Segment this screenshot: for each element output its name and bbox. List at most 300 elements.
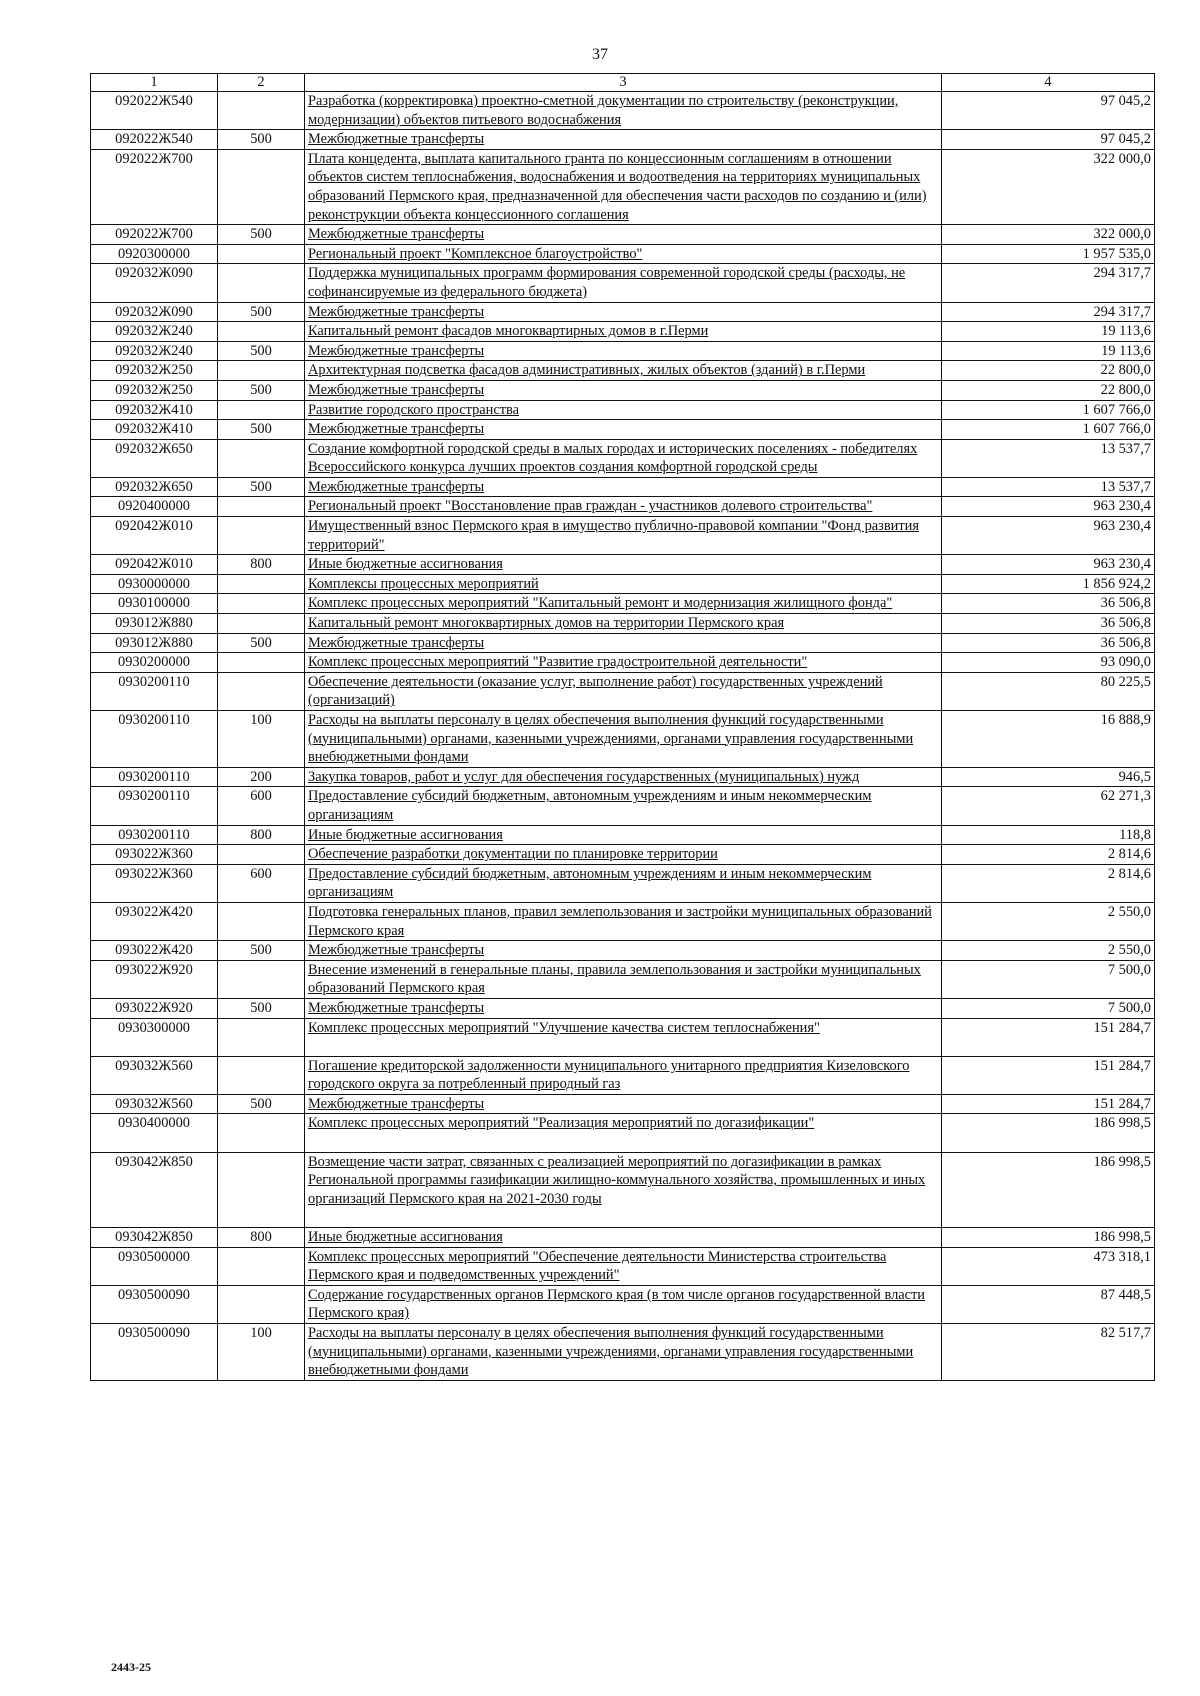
- row-description: Подготовка генеральных планов, правил землепользования и застройки муниципальных образований Пермского края: [308, 903, 932, 939]
- row-code-cell: [91, 420, 218, 440]
- row-amount-cell: [942, 941, 1155, 961]
- row-description-cell: [305, 477, 942, 497]
- row-description: Разработка (корректировка) проектно-сметной документации по строительству (реконструкции, модернизации) объектов питьевого водоснабжения: [308, 93, 899, 128]
- row-description-cell: [305, 845, 942, 865]
- row-expense-type: 200: [250, 768, 272, 785]
- row-description: Комплекс процессных мероприятий "Реализация мероприятий по догазификации": [308, 1115, 815, 1132]
- row-amount-cell: [942, 767, 1155, 787]
- row-amount-cell: [942, 517, 1155, 555]
- row-code: 093022Ж360: [115, 865, 193, 882]
- row-amount-cell: [942, 1285, 1155, 1323]
- row-amount: 16 888,9: [1100, 712, 1151, 728]
- table-row: [91, 1094, 1155, 1114]
- row-amount-cell: [942, 1152, 1155, 1227]
- row-amount: 36 506,8: [1100, 615, 1151, 632]
- row-expense-type-cell: [218, 633, 305, 653]
- row-description-cell: [305, 1094, 942, 1114]
- row-expense-type-cell: [218, 439, 305, 477]
- row-amount: 963 230,4: [1093, 518, 1151, 535]
- row-amount: 36 506,8: [1100, 634, 1151, 651]
- row-expense-type: 500: [250, 131, 272, 148]
- table-header-row: [91, 74, 1155, 92]
- row-code: 092032Ж090: [115, 265, 193, 282]
- row-code-cell: [91, 517, 218, 555]
- row-code: 093032Ж560: [115, 1057, 193, 1074]
- table-row: [91, 361, 1155, 381]
- row-description: Межбюджетные трансферты: [308, 131, 485, 148]
- row-amount-cell: [942, 845, 1155, 865]
- row-expense-type-cell: [218, 130, 305, 150]
- row-code-cell: [91, 711, 218, 768]
- row-description-cell: [305, 244, 942, 264]
- row-amount-cell: [942, 825, 1155, 845]
- row-expense-type-cell: [218, 1114, 305, 1152]
- row-description: Предоставление субсидий бюджетным, автономным учреждениям и иным некоммерческим организациям: [308, 788, 872, 823]
- row-expense-type-cell: [218, 1018, 305, 1056]
- row-amount: 13 537,7: [1100, 478, 1151, 495]
- row-amount-cell: [942, 1056, 1155, 1094]
- row-code: 093032Ж560: [115, 1095, 193, 1112]
- row-description: Региональный проект "Комплексное благоустройство": [308, 245, 643, 262]
- row-expense-type-cell: [218, 653, 305, 673]
- row-amount-cell: [942, 864, 1155, 902]
- row-code: 092032Ж250: [115, 362, 193, 379]
- row-expense-type-cell: [218, 341, 305, 361]
- row-description-cell: [305, 92, 942, 130]
- row-code-cell: [91, 244, 218, 264]
- row-description: Межбюджетные трансферты: [308, 226, 485, 243]
- table-row: [91, 1228, 1155, 1248]
- row-description-cell: [305, 1247, 942, 1285]
- row-amount: 151 284,7: [1093, 1019, 1151, 1036]
- row-code: 0930500090: [118, 1286, 190, 1303]
- row-description-cell: [305, 1114, 942, 1152]
- row-code-cell: [91, 998, 218, 1018]
- row-code-cell: [91, 92, 218, 130]
- row-amount: 7 500,0: [1107, 999, 1151, 1016]
- row-description: Закупка товаров, работ и услуг для обеспечения государственных (муниципальных) нужд: [308, 768, 860, 785]
- table-body: [91, 92, 1155, 1381]
- row-description-cell: [305, 614, 942, 634]
- row-expense-type: 500: [250, 381, 272, 398]
- row-expense-type-cell: [218, 787, 305, 825]
- row-expense-type-cell: [218, 1324, 305, 1381]
- table-row: [91, 653, 1155, 673]
- row-amount: 2 814,6: [1107, 846, 1151, 863]
- table-row: [91, 1152, 1155, 1227]
- row-expense-type-cell: [218, 92, 305, 130]
- row-description-cell: [305, 1152, 942, 1227]
- row-description: Внесение изменений в генеральные планы, правила землепользования и застройки муниципальных образований Пермского края: [308, 961, 921, 997]
- row-expense-type-cell: [218, 477, 305, 497]
- row-expense-type-cell: [218, 902, 305, 940]
- row-code: 093022Ж420: [115, 942, 193, 959]
- row-amount: 62 271,3: [1100, 788, 1151, 805]
- row-description: Межбюджетные трансферты: [308, 634, 485, 651]
- row-code: 093012Ж880: [115, 615, 193, 632]
- row-expense-type: 100: [250, 1325, 272, 1341]
- row-code-cell: [91, 130, 218, 150]
- row-code-cell: [91, 633, 218, 653]
- row-code-cell: [91, 380, 218, 400]
- row-amount: 473 318,1: [1093, 1248, 1151, 1265]
- row-expense-type-cell: [218, 1285, 305, 1323]
- row-expense-type-cell: [218, 361, 305, 381]
- row-expense-type-cell: [218, 960, 305, 998]
- row-amount: 22 800,0: [1100, 381, 1151, 398]
- row-amount-cell: [942, 420, 1155, 440]
- row-code-cell: [91, 787, 218, 825]
- table-row: [91, 574, 1155, 594]
- row-amount: 2 550,0: [1107, 903, 1151, 920]
- row-expense-type-cell: [218, 380, 305, 400]
- row-expense-type-cell: [218, 711, 305, 768]
- table-row: [91, 711, 1155, 768]
- row-expense-type: 600: [250, 788, 272, 805]
- row-code: 093012Ж880: [115, 634, 193, 651]
- row-description: Региональный проект "Восстановление прав граждан - участников долевого строительства": [308, 498, 873, 515]
- row-amount: 322 000,0: [1093, 150, 1151, 167]
- row-description-cell: [305, 825, 942, 845]
- row-description: Иные бюджетные ассигнования: [308, 556, 503, 573]
- row-description-cell: [305, 517, 942, 555]
- row-expense-type-cell: [218, 998, 305, 1018]
- row-code: 0930200110: [118, 712, 190, 728]
- row-description: Межбюджетные трансферты: [308, 1095, 485, 1112]
- row-amount-cell: [942, 594, 1155, 614]
- row-code-cell: [91, 825, 218, 845]
- row-amount-cell: [942, 92, 1155, 130]
- row-code: 092032Ж410: [115, 401, 193, 418]
- table-row: [91, 477, 1155, 497]
- row-description: Межбюджетные трансферты: [308, 303, 485, 320]
- row-description-cell: [305, 361, 942, 381]
- row-code: 093022Ж920: [115, 999, 193, 1016]
- row-description: Расходы на выплаты персоналу в целях обеспечения выполнения функций государственными (муниципальными) органами, казенными учреждениями, органами управления государственными внебюджетными фондами: [308, 712, 914, 766]
- row-code-cell: [91, 361, 218, 381]
- row-description-cell: [305, 1018, 942, 1056]
- row-expense-type-cell: [218, 864, 305, 902]
- row-amount: 294 317,7: [1093, 303, 1151, 320]
- row-description: Содержание государственных органов Пермского края (в том числе органов государственной власти Пермского края): [308, 1286, 926, 1322]
- row-code-cell: [91, 941, 218, 961]
- row-code: 0930200110: [118, 788, 190, 805]
- row-description: Иные бюджетные ассигнования: [308, 826, 503, 843]
- row-amount: 82 517,7: [1100, 1325, 1151, 1341]
- table-row: [91, 633, 1155, 653]
- row-expense-type-cell: [218, 497, 305, 517]
- row-amount: 294 317,7: [1093, 265, 1151, 282]
- row-description: Капитальный ремонт фасадов многоквартирных домов в г.Перми: [308, 323, 709, 340]
- row-amount: 946,5: [1118, 768, 1151, 785]
- row-amount-cell: [942, 574, 1155, 594]
- row-amount: 87 448,5: [1100, 1286, 1151, 1303]
- row-code-cell: [91, 497, 218, 517]
- document-code: 2443-25: [111, 1660, 151, 1674]
- row-code: 0920300000: [118, 245, 190, 262]
- row-code-cell: [91, 614, 218, 634]
- row-amount-cell: [942, 1018, 1155, 1056]
- row-expense-type-cell: [218, 420, 305, 440]
- row-expense-type-cell: [218, 1094, 305, 1114]
- row-expense-type-cell: [218, 1247, 305, 1285]
- table-row: [91, 787, 1155, 825]
- table-row: [91, 555, 1155, 575]
- table-row: [91, 672, 1155, 710]
- table-row: [91, 1018, 1155, 1056]
- row-code: 093022Ж420: [115, 903, 193, 920]
- row-description-cell: [305, 672, 942, 710]
- row-amount: 1 607 766,0: [1082, 401, 1151, 418]
- row-amount-cell: [942, 149, 1155, 224]
- row-amount: 1 607 766,0: [1082, 421, 1151, 438]
- row-code-cell: [91, 322, 218, 342]
- row-amount: 151 284,7: [1093, 1057, 1151, 1074]
- row-amount-cell: [942, 711, 1155, 768]
- row-expense-type-cell: [218, 302, 305, 322]
- row-code-cell: [91, 594, 218, 614]
- table-row: [91, 517, 1155, 555]
- row-amount: 2 550,0: [1107, 942, 1151, 959]
- table-row: [91, 264, 1155, 302]
- row-amount: 118,8: [1119, 826, 1151, 843]
- row-code: 093042Ж850: [115, 1153, 193, 1170]
- row-expense-type-cell: [218, 1228, 305, 1248]
- table-row: [91, 1114, 1155, 1152]
- row-code: 0930000000: [118, 575, 190, 592]
- row-expense-type: 800: [250, 1229, 272, 1246]
- row-amount: 97 045,2: [1100, 131, 1151, 148]
- row-description-cell: [305, 711, 942, 768]
- row-description: Межбюджетные трансферты: [308, 421, 485, 438]
- row-description: Межбюджетные трансферты: [308, 342, 485, 359]
- row-description-cell: [305, 225, 942, 245]
- row-code: 0930100000: [118, 595, 190, 612]
- row-description-cell: [305, 594, 942, 614]
- table-row: [91, 864, 1155, 902]
- row-description: Возмещение части затрат, связанных с реализацией мероприятий по догазификации в рамках Региональной программы газификации жилищно-коммунального хозяйства, промышленных и иных организаций Пермского края на 2021-2030 годы: [308, 1153, 926, 1207]
- row-amount: 186 998,5: [1093, 1115, 1151, 1132]
- row-description: Обеспечение деятельности (оказание услуг, выполнение работ) государственных учреждений (организаций): [308, 673, 883, 709]
- row-amount-cell: [942, 1094, 1155, 1114]
- row-expense-type: 500: [250, 226, 272, 243]
- row-expense-type-cell: [218, 1056, 305, 1094]
- row-amount-cell: [942, 1324, 1155, 1381]
- table-row: [91, 960, 1155, 998]
- row-expense-type-cell: [218, 1152, 305, 1227]
- row-amount: 80 225,5: [1100, 673, 1151, 690]
- row-description: Межбюджетные трансферты: [308, 942, 485, 959]
- row-code-cell: [91, 767, 218, 787]
- row-expense-type-cell: [218, 845, 305, 865]
- table-row: [91, 439, 1155, 477]
- row-code: 0930500090: [118, 1325, 190, 1341]
- row-expense-type-cell: [218, 614, 305, 634]
- row-description-cell: [305, 497, 942, 517]
- row-amount-cell: [942, 477, 1155, 497]
- row-description-cell: [305, 380, 942, 400]
- row-description: Межбюджетные трансферты: [308, 478, 485, 495]
- row-amount-cell: [942, 322, 1155, 342]
- row-amount-cell: [942, 555, 1155, 575]
- table-row: [91, 225, 1155, 245]
- row-description-cell: [305, 864, 942, 902]
- row-amount: 963 230,4: [1093, 556, 1151, 573]
- row-amount: 19 113,6: [1101, 342, 1151, 359]
- row-description-cell: [305, 1285, 942, 1323]
- row-code: 092032Ж240: [115, 323, 193, 340]
- table-row: [91, 420, 1155, 440]
- row-code-cell: [91, 1285, 218, 1323]
- row-code: 093042Ж850: [115, 1229, 193, 1246]
- row-code: 092022Ж540: [115, 93, 193, 109]
- row-expense-type: 500: [250, 634, 272, 651]
- row-description: Комплексы процессных мероприятий: [308, 575, 539, 592]
- row-expense-type-cell: [218, 574, 305, 594]
- table-row: [91, 1247, 1155, 1285]
- row-amount: 93 090,0: [1100, 654, 1151, 671]
- row-code: 092032Ж250: [115, 381, 193, 398]
- row-code: 092022Ж700: [115, 226, 193, 243]
- row-description-cell: [305, 787, 942, 825]
- table-row: [91, 998, 1155, 1018]
- row-code-cell: [91, 439, 218, 477]
- row-amount: 19 113,6: [1101, 323, 1151, 340]
- row-code-cell: [91, 574, 218, 594]
- table-row: [91, 130, 1155, 150]
- row-description: Капитальный ремонт многоквартирных домов на территории Пермского края: [308, 615, 785, 632]
- row-description-cell: [305, 555, 942, 575]
- row-amount-cell: [942, 361, 1155, 381]
- row-expense-type-cell: [218, 149, 305, 224]
- row-description-cell: [305, 130, 942, 150]
- row-description: Поддержка муниципальных программ формирования современной городской среды (расходы, не софинансируемые из федерального бюджета): [308, 265, 906, 300]
- row-description-cell: [305, 149, 942, 224]
- row-expense-type-cell: [218, 225, 305, 245]
- row-code: 0930200000: [118, 654, 190, 671]
- table-row: [91, 1285, 1155, 1323]
- row-amount: 22 800,0: [1100, 362, 1151, 379]
- row-expense-type-cell: [218, 825, 305, 845]
- row-code: 0930400000: [118, 1115, 190, 1132]
- row-code: 0930200110: [118, 768, 190, 785]
- row-description: Плата концедента, выплата капитального гранта по концессионным соглашениям в отношении объектов систем теплоснабжения, водоснабжения и водоотведения на территориях муниципальных образований Пермского края, предназначенной для обеспечения части расходов по созданию и (или) реконструкции объекта концессионного соглашения: [308, 150, 927, 223]
- row-description: Обеспечение разработки документации по планировке территории: [308, 846, 718, 863]
- row-amount-cell: [942, 960, 1155, 998]
- row-code-cell: [91, 1152, 218, 1227]
- row-description: Иные бюджетные ассигнования: [308, 1229, 503, 1246]
- row-code-cell: [91, 672, 218, 710]
- row-description-cell: [305, 998, 942, 1018]
- row-amount: 1 856 924,2: [1082, 575, 1151, 592]
- table-row: [91, 92, 1155, 130]
- row-amount-cell: [942, 672, 1155, 710]
- table-row: [91, 302, 1155, 322]
- row-amount-cell: [942, 787, 1155, 825]
- row-amount-cell: [942, 380, 1155, 400]
- row-amount-cell: [942, 1114, 1155, 1152]
- row-expense-type: 500: [250, 303, 272, 320]
- row-code: 092042Ж010: [115, 556, 193, 573]
- row-amount: 1 957 535,0: [1082, 245, 1151, 262]
- row-description: Межбюджетные трансферты: [308, 999, 485, 1016]
- row-expense-type: 500: [250, 421, 272, 438]
- row-code-cell: [91, 400, 218, 420]
- row-amount-cell: [942, 264, 1155, 302]
- budget-table: [90, 73, 1155, 1381]
- row-amount: 322 000,0: [1093, 226, 1151, 243]
- row-code-cell: [91, 1247, 218, 1285]
- row-expense-type: 500: [250, 999, 272, 1016]
- row-description: Погашение кредиторской задолженности муниципального унитарного предприятия Кизеловского городского округа за потребленный природный газ: [308, 1057, 910, 1093]
- row-code: 092032Ж410: [115, 421, 193, 438]
- row-code: 093022Ж920: [115, 961, 193, 978]
- row-code-cell: [91, 341, 218, 361]
- row-amount-cell: [942, 998, 1155, 1018]
- row-expense-type-cell: [218, 594, 305, 614]
- row-expense-type-cell: [218, 244, 305, 264]
- row-description-cell: [305, 653, 942, 673]
- row-code-cell: [91, 1056, 218, 1094]
- row-expense-type: 600: [250, 865, 272, 882]
- row-description: Межбюджетные трансферты: [308, 381, 485, 398]
- row-amount-cell: [942, 653, 1155, 673]
- row-code: 092022Ж700: [115, 150, 193, 167]
- row-code: 092032Ж090: [115, 303, 193, 320]
- row-amount-cell: [942, 244, 1155, 264]
- row-expense-type-cell: [218, 672, 305, 710]
- row-code-cell: [91, 1018, 218, 1056]
- row-expense-type-cell: [218, 400, 305, 420]
- row-expense-type: 500: [250, 478, 272, 495]
- table-row: [91, 902, 1155, 940]
- row-amount-cell: [942, 633, 1155, 653]
- row-description-cell: [305, 302, 942, 322]
- row-amount: 7 500,0: [1107, 961, 1151, 978]
- row-amount: 963 230,4: [1093, 498, 1151, 515]
- row-description: Развитие городского пространства: [308, 401, 520, 418]
- row-amount: 186 998,5: [1093, 1229, 1151, 1246]
- row-code-cell: [91, 902, 218, 940]
- table-row: [91, 767, 1155, 787]
- row-amount-cell: [942, 400, 1155, 420]
- table-row: [91, 614, 1155, 634]
- row-description-cell: [305, 1228, 942, 1248]
- row-expense-type-cell: [218, 517, 305, 555]
- row-amount-cell: [942, 341, 1155, 361]
- column-header-2: 2: [218, 74, 305, 92]
- table-row: [91, 1056, 1155, 1094]
- row-description-cell: [305, 439, 942, 477]
- row-expense-type: 800: [250, 826, 272, 843]
- row-code: 0930300000: [118, 1019, 190, 1036]
- row-description-cell: [305, 941, 942, 961]
- table-row: [91, 825, 1155, 845]
- row-code-cell: [91, 225, 218, 245]
- table-row: [91, 149, 1155, 224]
- row-amount: 2 814,6: [1107, 865, 1151, 882]
- row-amount-cell: [942, 902, 1155, 940]
- row-amount-cell: [942, 130, 1155, 150]
- table-row: [91, 497, 1155, 517]
- row-code-cell: [91, 302, 218, 322]
- table-row: [91, 244, 1155, 264]
- row-description: Комплекс процессных мероприятий "Капитальный ремонт и модернизация жилищного фонда": [308, 595, 893, 612]
- row-expense-type-cell: [218, 264, 305, 302]
- row-amount-cell: [942, 1228, 1155, 1248]
- table-row: [91, 322, 1155, 342]
- row-code: 0930200110: [118, 673, 190, 690]
